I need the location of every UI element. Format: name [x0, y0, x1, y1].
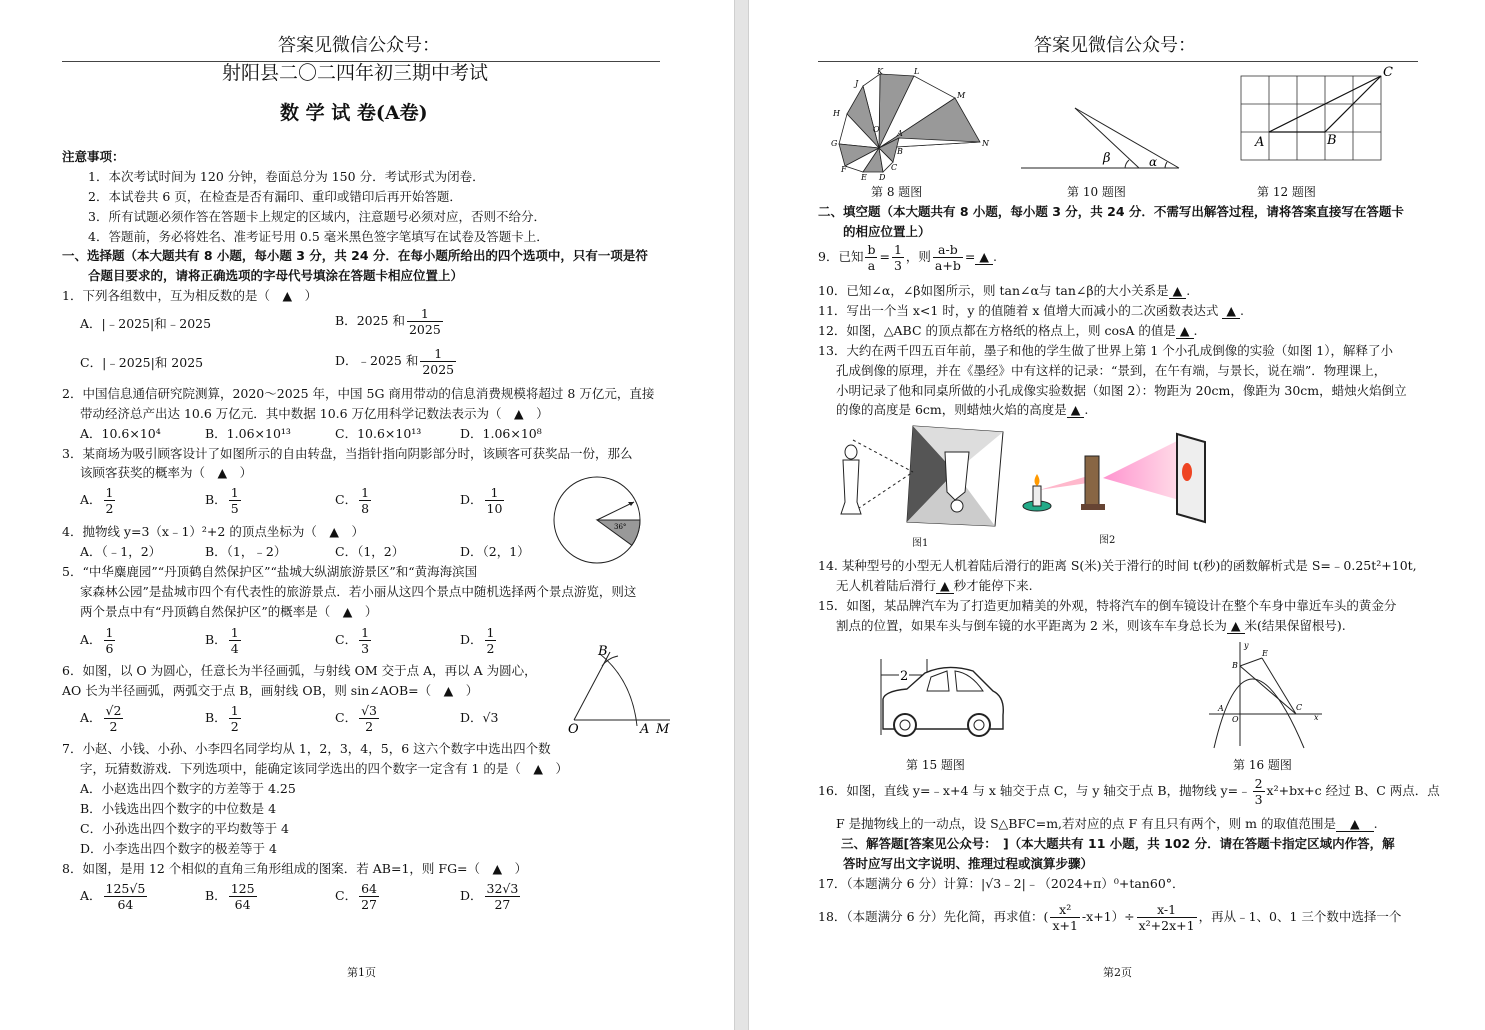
question-6-cont: AO 长为半径画弧，两弧交于点 B，画射线 OB，则 sin∠AOB=（ ▲ ）	[62, 683, 479, 698]
svg-text:J: J	[855, 79, 859, 88]
option-b: B．小钱选出四个数字的中位数是 4	[80, 801, 277, 816]
question-8: 8．如图，是用 12 个相似的直角三角形组成的图案．若 AB=1，则 FG=（ ▲ ）	[62, 861, 528, 876]
option-a: A．（﹣1，2）	[80, 544, 162, 559]
question-5-cont: 两个景点中有“丹顶鹤自然保护区”的概率是（ ▲ ）	[80, 604, 378, 619]
answer-blank: ▲	[1222, 304, 1240, 319]
figure-caption: 第 16 题图	[1233, 758, 1292, 772]
option-a: A． $\frac{√2}{2}$	[80, 703, 122, 734]
figure-16-parabola	[1204, 640, 1324, 750]
svg-text:N: N	[982, 139, 989, 148]
figure-candle-experiment	[1019, 430, 1219, 525]
svg-text:2: 2	[900, 669, 909, 684]
option-d: D．小李选出四个数字的极差等于 4	[80, 841, 277, 856]
answer-blank: ▲	[1176, 324, 1194, 339]
figure-caption: 第 8 题图	[871, 185, 923, 199]
question-4: 4．抛物线 y=3（x﹣1）²+2 的顶点坐标为（ ▲ ）	[62, 524, 364, 539]
section-heading: 答时应写出文字说明、推理过程或演算步骤）	[843, 856, 1094, 871]
question-10: 10．已知∠α，∠β如图所示，则 tan∠α与 tan∠β的大小关系是 ▲ .	[818, 283, 1191, 298]
svg-text:C: C	[1296, 703, 1303, 712]
section-heading: 三、解答题[答案见公众号： ]（本大题共有 11 小题，共 102 分．请在答题卡指定区域内作答，解	[841, 836, 1395, 851]
option-b: B．2025 和 $\frac{1}{2025}$	[335, 306, 441, 337]
notice-title: 注意事项：	[62, 149, 125, 164]
notice-item: 2．本试卷共 6 页，在检查是否有漏印、重印或错印后再开始答题．	[88, 189, 462, 204]
option-c: C．|﹣2025|和 2025	[80, 355, 204, 370]
svg-text:D: D	[879, 173, 886, 182]
figure-caption: 第 15 题图	[906, 758, 965, 772]
option-b: B．（1，﹣2）	[205, 544, 287, 559]
fraction: $\frac{1}{2025}$	[408, 306, 441, 337]
option-c: C． $\frac{1}{3}$	[335, 625, 370, 656]
option-d: D．（2，1）	[460, 544, 530, 559]
svg-text:36°: 36°	[614, 523, 627, 531]
figure-10-angles	[1019, 100, 1184, 172]
header-rule	[818, 61, 1418, 62]
spinner-figure	[552, 476, 642, 566]
question-2-cont: 带动经济总产出达 10.6 万亿元．其中数据 10.6 万亿用科学记数法表示为（ ▲ ）	[80, 406, 549, 421]
svg-text:L: L	[914, 67, 920, 76]
svg-text:x: x	[1314, 713, 1319, 722]
svg-text:A: A	[1218, 704, 1224, 713]
figure-caption: 第 12 题图	[1257, 185, 1316, 199]
svg-text:A: A	[640, 722, 650, 737]
figure-pinhole-illustration	[835, 422, 1005, 530]
page-number: 第1页	[347, 966, 376, 979]
svg-text:M: M	[957, 91, 966, 100]
svg-text:y: y	[1244, 641, 1249, 650]
svg-text:B: B	[1232, 661, 1238, 670]
svg-text:M: M	[656, 722, 670, 737]
figure-8-spiral	[825, 66, 995, 184]
option-a: A． $\frac{1}{2}$	[80, 485, 114, 516]
option-a: A．10.6×10⁴	[80, 426, 161, 441]
answer-blank: ▲	[1336, 817, 1374, 832]
question-13: 13．大约在两千四五百年前，墨子和他的学生做了世界上第 1 个小孔成倒像的实验（如图 1），解释了小	[818, 343, 1393, 358]
question-17: 17．（本题满分 6 分）计算：|√3﹣2|﹣（2024+π）⁰+tan60°．	[818, 876, 1185, 891]
page-number: 第2页	[1103, 966, 1132, 979]
svg-text:G: G	[831, 139, 838, 148]
option-c: C． $\frac{√3}{2}$	[335, 703, 377, 734]
svg-text:B: B	[897, 147, 903, 156]
section-heading: 二、填空题（本大题共有 8 小题，每小题 3 分，共 24 分．不需写出解答过程，请将答案直接写在答题卡	[818, 204, 1404, 219]
option-b: B． $\frac{125}{64}$	[205, 881, 255, 912]
question-16: 16．如图，直线 y=﹣x+4 与 x 轴交于点 C，与 y 轴交于点 B，抛物线 y=﹣ $\frac{2}{3}$ x²+bx+c 经过 B、C 两点．点	[818, 776, 1440, 807]
figure-12-grid	[1239, 64, 1393, 164]
svg-text:O: O	[568, 722, 579, 737]
option-d: D．1.06×10⁸	[460, 426, 542, 441]
question-14: 14. 某种型号的小型无人机着陆后滑行的距离 S(米)关于滑行的时间 t(秒)的函数解析式是 S=﹣0.25t²+10t,	[818, 558, 1417, 573]
answer-blank: ▲	[1067, 403, 1085, 418]
question-2: 2．中国信息通信研究院测算，2020～2025 年，中国 5G 商用带动的信息消费规模将超过 8 万亿元，直接	[62, 386, 655, 401]
svg-text:B: B	[1327, 133, 1337, 148]
svg-text:E: E	[861, 173, 867, 182]
question-6: 6．如图，以 O 为圆心，任意长为半径画弧，与射线 OM 交于点 A，再以 A 为圆心，	[62, 663, 537, 678]
page-2	[749, 0, 1485, 1030]
answer-blank: ▲	[936, 579, 954, 594]
svg-text:F: F	[841, 165, 847, 174]
option-b: B． $\frac{1}{2}$	[205, 703, 239, 734]
option-c: C． $\frac{1}{8}$	[335, 485, 370, 516]
notice-item: 1．本次考试时间为 120 分钟，卷面总分为 150 分．考试形式为闭卷．	[88, 169, 485, 184]
option-d: D．﹣2025 和 $\frac{1}{2025}$	[335, 346, 455, 377]
notice-item: 3．所有试题必须作答在答题卡上规定的区域内，注意题号必须对应，否则不给分．	[88, 209, 546, 224]
option-d: D． $\frac{32√3}{27}$	[460, 881, 519, 912]
svg-text:K: K	[877, 67, 883, 76]
answer-blank: ▲	[1227, 619, 1245, 634]
svg-text:C: C	[891, 163, 898, 172]
question-7-cont: 字，玩猜数游戏．下列选项中，能确定该同学选出的四个数字一定含有 1 的是（ ▲ ）	[80, 761, 569, 776]
svg-text:H: H	[833, 109, 840, 118]
figure-caption: 第 10 题图	[1067, 185, 1126, 199]
question-3: 3．某商场为吸引顾客设计了如图所示的自由转盘，当指针指向阴影部分时，该顾客可获奖品一份，那么	[62, 446, 633, 461]
svg-text:β: β	[1103, 151, 1111, 166]
question-14-cont: 无人机着陆后滑行 ▲ 秒才能停下来.	[836, 578, 1033, 593]
option-d: D．√3	[460, 710, 499, 725]
option-b: B． $\frac{1}{5}$	[205, 485, 239, 516]
question-7: 7．小赵、小钱、小孙、小李四名同学均从 1，2，3，4，5，6 这六个数字中选出四个数	[62, 741, 551, 756]
svg-text:A: A	[897, 129, 903, 138]
option-b: B．1.06×10¹³	[205, 426, 291, 441]
option-a: A．小赵选出四个数字的方差等于 4.25	[80, 781, 296, 796]
answer-blank: ▲	[1169, 284, 1187, 299]
exam-title: 射阳县二〇二四年初三期中考试	[222, 62, 489, 84]
question-15: 15．如图，某品牌汽车为了打造更加精美的外观，特将汽车的倒车镜设计在整个车身中靠近车头的黄金分	[818, 598, 1397, 613]
section-heading: 一、选择题（本大题共有 8 小题，每小题 3 分，共 24 分．在每小题所给出的四个选项中，只有一项是符	[62, 248, 648, 263]
svg-text:E: E	[1262, 649, 1268, 658]
figure-caption: 图1	[912, 538, 929, 549]
svg-text:O: O	[1232, 715, 1239, 724]
question-12: 12．如图，△ABC 的顶点都在方格纸的格点上，则 cosA 的值是 ▲ .	[818, 323, 1198, 338]
svg-text:α: α	[1149, 155, 1158, 169]
option-c: C． $\frac{64}{27}$	[335, 881, 377, 912]
question-15-cont: 割点的位置，如果车头与倒车镜的水平距离为 2 米，则该车车身总长为 ▲ 米(结果保留根号).	[836, 618, 1346, 633]
page-header: 答案见微信公众号：	[1034, 35, 1196, 56]
svg-text:A: A	[1255, 135, 1265, 150]
page-gutter	[734, 0, 749, 1030]
figure-15-car	[877, 655, 1009, 740]
svg-text:C: C	[1383, 65, 1393, 80]
section-heading: 的相应位置上）	[843, 224, 931, 239]
question-16-cont: F 是抛物线上的一动点，设 S△BFC=m,若对应的点 F 有且只有两个，则 m 的取值范围是 ▲ .	[836, 816, 1378, 831]
section-heading: 合题目要求的，请将正确选项的字母代号填涂在答题卡相应位置上）	[88, 268, 464, 283]
question-13-cont: 孔成倒像的原理，并在《墨经》中有这样的记录：“景到，在午有端，与景长，说在端”．物理课上，	[836, 363, 1387, 378]
question-5: 5．“中华麋鹿园”“丹顶鹤自然保护区”“盐城大纵湖旅游景区”和“黄海海滨国	[62, 564, 478, 579]
question-13-cont: 小明记录了他和同桌所做的小孔成像实验数据（如图 2）：物距为 20cm，像距为 30cm，蜡烛火焰倒立	[836, 383, 1407, 398]
answer-blank: ▲	[975, 250, 993, 265]
option-d: D． $\frac{1}{10}$	[460, 485, 503, 516]
question-5-cont: 家森林公园”是盐城市四个有代表性的旅游景点．若小丽从这四个景点中随机选择两个景点游览，则这	[80, 584, 637, 599]
option-b: B． $\frac{1}{4}$	[205, 625, 239, 656]
svg-text:B: B	[598, 644, 608, 659]
angle-construction-figure	[562, 640, 672, 740]
question-13-cont: 的像的高度是 6cm，则蜡烛火焰的高度是 ▲ .	[836, 402, 1089, 417]
option-c: C．小孙选出四个数字的平均数等于 4	[80, 821, 289, 836]
option-c: C．（1，2）	[335, 544, 405, 559]
option-c: C．10.6×10¹³	[335, 426, 422, 441]
question-9: 9．已知 $\frac{b}{a}$ = $\frac{1}{3}$ ，则 $\frac{a-b}{a+b}$ = ▲ .	[818, 242, 997, 273]
question-3-cont: 该顾客获奖的概率为（ ▲ ）	[80, 465, 253, 480]
notice-item: 4．答题前，务必将姓名、准考证号用 0.5 毫米黑色签字笔填写在试卷及答题卡上．	[88, 229, 549, 244]
option-a: A．|﹣2025|和﹣2025	[80, 316, 212, 331]
figure-caption: 图2	[1099, 535, 1116, 546]
option-d: D． $\frac{1}{2}$	[460, 625, 495, 656]
page-header: 答案见微信公众号：	[278, 35, 440, 56]
svg-text:O: O	[873, 125, 880, 134]
question-11: 11．写出一个当 x<1 时，y 的值随着 x 值增大而减小的二次函数表达式 ▲ .	[818, 303, 1244, 318]
fraction: $\frac{1}{2025}$	[422, 346, 455, 377]
question-1: 1．下列各组数中，互为相反数的是（ ▲ ）	[62, 288, 318, 303]
option-a: A． $\frac{125√5}{64}$	[80, 881, 146, 912]
question-18: 18．（本题满分 6 分）先化简，再求值：( $\frac{\text{x²}}{x+1}$ -x+1）÷ $\frac{x-1}{\text{x²+2x+1}}$ ，再从﹣1、0、1 三个数中选择一个	[818, 902, 1402, 933]
option-a: A． $\frac{1}{6}$	[80, 625, 114, 656]
exam-subtitle: 数 学 试 卷(A卷)	[280, 102, 428, 124]
page-1	[0, 0, 734, 1030]
